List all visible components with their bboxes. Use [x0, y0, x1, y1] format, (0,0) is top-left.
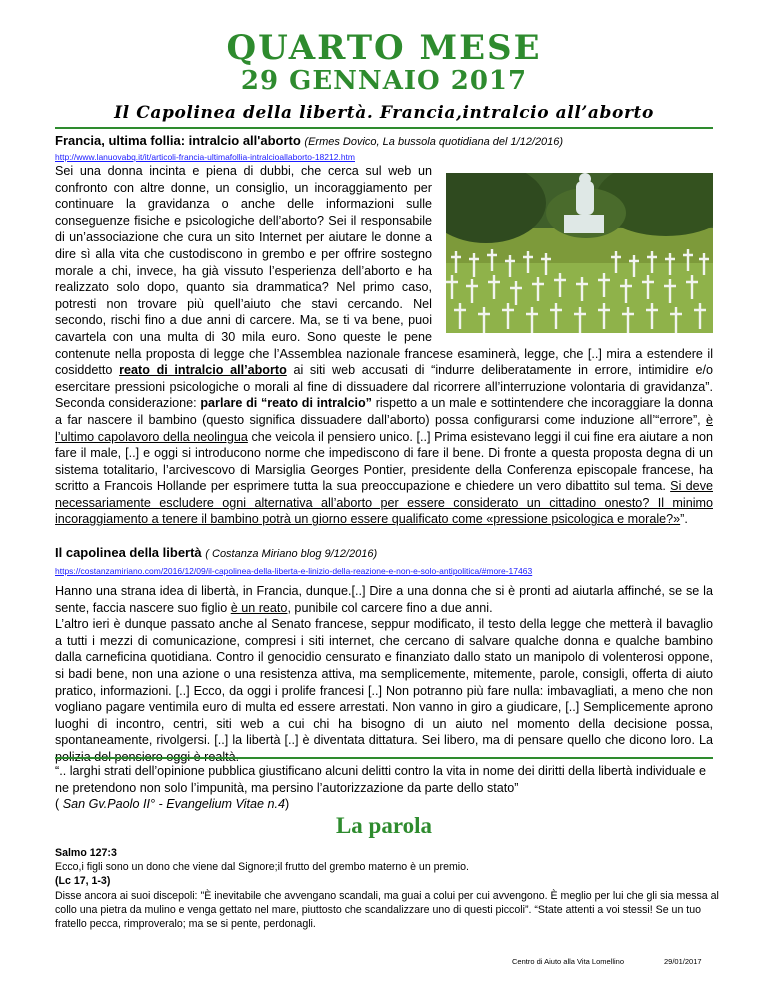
closing-question: Si deve necessariamente escludere ogni alternativa all’aborto per essere considerato un cittadino onesto? Il minimo incoraggiamento a tenere il bambino potrà un giorno essere qualificato come «pressione psicologica e morale?» — [55, 479, 713, 527]
article1-body: Sei una donna incinta e piena di dubbi, che cerca sul web un confronto con altre donne, un consiglio, un incoraggiamento per continuare la gravidanza o anche delle informazioni sulle conseguenze fisiche e psicologiche dell’aborto? Sei il responsabile di un’associazione che cura un sito Internet per aiutare le donne a dire sì alla vita che custodiscono in grembo e per offrire sostegno morale a chi, invece, ha già vissuto l’esperienza dell’aborto e ha realizzato solo dopo, quanto sia drammatica? Nel primo caso, potresti non trovare più quell’aiuto che stavi cercando. Nel secondo, rischi fino a due anni di carcere. Ma, se ti va bene, puoi cavartela con una multa di 30 mila euro. Sono queste le pene contenute nella proposta di legge che l’Assemblea nazionale francese esaminerà, legge, che [..] mira a estendere il cosiddetto reato di intralcio all’aborto ai siti web accusati di “indurre deliberatamente in errore, intimidire e/o esercitare pressioni psicologiche o morali al fine di dissuadere dal ricorrere all’interruzione volontaria di gravidanza”. Seconda considerazione: parlare di “reato di intralcio” rispetto a un male e sottintendere che incoraggiare la donna a far nascere il bambino (questo significa dissuadere dall’aborto) possa configurarsi come induzione all’“errore”, è l’ultimo capolavoro della neolingua che veicola il pensiero unico. [..] Prima esistevano leggi il cui fine era aiutare a non fare il male, [..] e oggi si introducono norme che impediscono di fare il bene. Di fronte a questa proposta degna di un sistema totalitario, l’arcivescovo di Marsiglia Georges Pontier, presidente della Conferenza episcopale francese, ha scritto a Francois Hollande per esprimere tutta la sua preoccupazione e chiedere un vero dibattito sul tema. Si deve necessariamente escludere ogni alternativa all’aborto per essere considerato un cittadino onesto? Il minimo incoraggiamento a tenere il bambino potrà un giorno essere qualificato come «pressione psicologica e morale?»”. — [55, 163, 713, 528]
page-subtitle: Il Capolinea della libertà. Francia,intralcio all’aborto — [114, 103, 654, 123]
cemetery-crosses-photo — [446, 173, 713, 333]
reato-emphasis: è un reato — [230, 600, 288, 615]
lc-text: Disse ancora ai suoi discepoli: "È inevitabile che avvengano scandali, ma guai a colui per cui avvengono. È meglio per lui che gli sia messa al collo una pietra da mulino e venga gettato nel mare, piuttosto che scandalizzare uno di questi piccoli”. “State attenti a voi stessi! Se un tuo fratello pecca, rimproveralo; ma se si pente, perdonagli. — [55, 889, 719, 931]
article2-source: ( Costanza Miriano blog 9/12/2016) — [205, 548, 378, 560]
quote-citation: ( San Gv.Paolo II° - Evangelium Vitae n.4) — [55, 797, 290, 812]
reato-intralcio-emphasis: reato di intralcio all’aborto — [119, 363, 287, 378]
article1-title: Francia, ultima follia: intralcio all'aborto — [55, 133, 305, 148]
article2-link[interactable]: https://costanzamiriano.com/2016/12/09/il-capolinea-della-liberta-e-linizio-della-reazione-e-non-e-solo-antipolitica/#more-17463 — [55, 566, 533, 576]
article1-source: (Ermes Dovico, La bussola quotidiana del 1/12/2016) — [304, 136, 564, 148]
divider — [55, 757, 713, 759]
quote — [55, 763, 713, 813]
scripture — [55, 835, 719, 931]
salmo-label: Salmo 127:3 — [55, 847, 117, 859]
page-title: QUARTO MESE — [226, 28, 542, 68]
page-date: 29 GENNAIO 2017 — [240, 66, 528, 96]
article2-heading — [55, 545, 377, 560]
capolavoro-emphasis: è l’ultimo capolavoro della neolingua — [55, 412, 713, 444]
footer-org: Centro di Aiuto alla Vita Lomellino — [512, 957, 625, 966]
footer-date: 29/01/2017 — [664, 957, 702, 966]
parola-heading: La parola — [335, 813, 433, 838]
quote-text: “.. larghi strati dell’opinione pubblica giustificano alcuni delitti contro la vita in nome dei diritti della libertà individuale e ne pretendono non solo l’impunità, ma persino l’autorizzazione da parte dello stato” — [55, 764, 707, 795]
lc-label: (Lc 17, 1-3) — [55, 875, 111, 888]
article2-title: Il capolinea della libertà — [55, 545, 206, 560]
article1-heading — [55, 133, 563, 148]
salmo-text: Ecco,i figli sono un dono che viene dal Signore;il frutto del grembo materno è un premio. — [55, 861, 469, 874]
parlare-emphasis: parlare di “reato di intralcio” — [200, 396, 372, 411]
article1-link[interactable]: http://www.lanuovabq.it/it/articoli-francia-ultimafollia-intralcioallaborto-18212.htm — [55, 152, 355, 162]
divider — [55, 127, 713, 129]
article2-body: Hanno una strana idea di libertà, in Francia, dunque.[..] Dire a una donna che si è pronti ad aiutarla affinché, se se la sente, faccia nascere suo figlio è un reato, punibile col carcere fino a due anni. L’altro ieri è dunque passato anche al Senato francese, seppur modificato, il testo della legge che metterà il bavaglio a tutti i mezzi di comunicazione, compresi i siti internet, che cercano di salvare qualche donna e qualche bambino dalla carneficina quotidiana. Contro il genocidio censurato e finanziato dallo stato un manipolo di volenterosi oppone, si badi bene, non una azione o una resistenza attiva, ma semplicemente, mitemente, parole, consigli, offerta di aiuto pratico, informazioni. [..] Ecco, da oggi i prolife francesi [..] Non potranno più fare nulla: imbavagliati, a meno che non vogliano pagare ventimila euro di multa ed essere arrestati. Non vanno in giro a giudicare, [..] Semplicemente aprono luoghi di incontro, centri, siti web a cui chi ha bisogno di un aiuto nel momento della decisione possa, spontaneamente, rivolgersi. [..] la libertà [..] è diventata dittatura. Sei libero, ma di pensare quello che dicono loro. La — [55, 584, 713, 748]
